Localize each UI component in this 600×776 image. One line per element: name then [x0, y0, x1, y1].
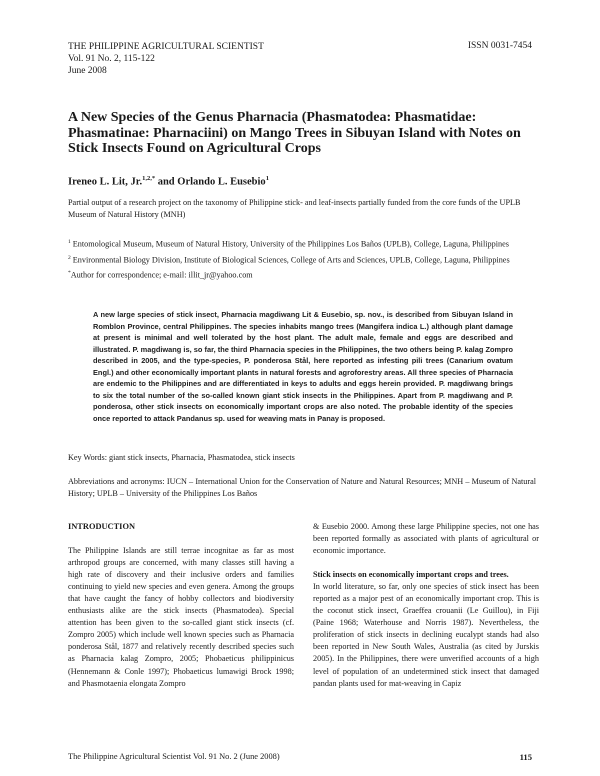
affiliation-2-text: Environmental Biology Division, Institute of Biological Sciences, College of Arts and Sciences, UPLB, College, Laguna, Philippines [70, 255, 510, 265]
correspondence-text: Author for correspondence; e-mail: illit_jr@yahoo.com [70, 271, 253, 281]
correspondence-sup: * [68, 270, 71, 277]
footer-journal: The Philippine Agricultural Scientist Vol. 91 No. 2 (June 2008) [68, 752, 280, 761]
right-column [313, 521, 539, 690]
affiliation-1 [68, 236, 536, 251]
issn: ISSN 0031-7454 [467, 41, 532, 51]
keywords: Key Words: giant stick insects, Pharnacia, Phasmatodea, stick insects [68, 453, 295, 462]
stick-insects-paragraph: In world literature, so far, only one species of stick insect has been reported as a major pest of an economically important crop. This is the coconut stick insect, Graeffea crouanii (Le Guillou), in Fiji (Paine 1968; Waterhouse and Norris 1987). Nevertheless, the proliferation of stick insects in declining eucalypt stands had also been reported in New South Wales, Australia (as cited by Jurskis 2005). In the Philippines, there were unverified accounts of a high level of population of an undetermined stick insect that damaged pandan plants used for mat-weaving in Capiz [313, 582, 539, 688]
affiliation-2 [68, 252, 536, 267]
affiliation-1-sup: 1 [68, 239, 71, 245]
intro-continuation: & Eusebio 2000. Among these large Philippine species, not one has been reported formally as associated with plants of agricultural or economic importance. [313, 522, 539, 556]
journal-name: THE PHILIPPINE AGRICULTURAL SCIENTIST [68, 42, 264, 52]
authors [68, 175, 269, 188]
author-1-affil: 1,2,* [142, 175, 156, 182]
author-1: Ireneo L. Lit, Jr. [68, 176, 143, 188]
author-2: Orlando L. Eusebio [177, 176, 266, 188]
funding-note: Partial output of a research project on the taxonomy of Philippine stick- and leaf-insects partially funded from the core funds of the UPLB Museum of Natural History (MNH) [68, 198, 521, 219]
page-number: 115 [519, 752, 532, 762]
abstract: A new large species of stick insect, Pharnacia magdiwang Lit & Eusebio, sp. nov., is described from Sibuyan Island in Romblon Province, central Philippines. The species inhabits mango trees (Mangifera indica L.) although plant damage at present is minimal and well tolerated by the host plant. The adult male, female and eggs are described and illustrated. P. magdiwang is, so far, the third Pharnacia species in the Philippines, the two others being P. kalag Zompro described in 2005, and the type-species, P. ponderosa Stål, here reported as infesting pili trees (Canarium ovatum Engl.) and other economically important plants in natural forests and agroforestry areas. All three species of Pharnacia are endemic to the Philippines and are differentiated in keys to adults and eggs herein provided. P. magdiwang brings to six the total number of the so-called known giant stick insects in the Philippines. Apart from P. magdiwang and P. ponderosa, other stick insects on economically important crops are also noted. The probable identity of the species once reported to attack Pandanus sp. used for weaving mats in Panay is proposed. [93, 310, 513, 423]
subsection-heading: Stick insects on economically important crops and trees. [313, 570, 509, 580]
affiliation-1-text: Entomological Museum, Museum of Natural History, University of the Philippines Los Baños (UPLB), College, Laguna, Philippines [70, 239, 509, 249]
authors-and: and [155, 176, 178, 188]
volume-info: Vol. 91 No. 2, 115-122 [68, 54, 155, 64]
intro-paragraph: The Philippine Islands are still terrae incognitae as far as most arthropod groups are concerned, with many classes still having a high rate of discovery and their inclusive orders and families continuing to yield new species and even genera. Among the groups that have caught the fancy of hobby collectors and biodiversity enthusiasts alike are the stick insects (Phasmatodea). Special attention has been given to the so-called giant stick insects (cf. Zompro 2005) which include well known species such as Pharnacia ponderosa Stål, 1877 and relatively recently described species such as Pharnacia kalag Zompro, 2005; Phobaeticus philippinicus (Hennemann & Conle 1997); Phobaeticus lumawigi Brock 1998; and Phasmotaenia elongata Zompro [68, 546, 294, 688]
journal-header [68, 41, 264, 77]
affiliations [68, 236, 536, 283]
affiliation-2-sup: 2 [68, 254, 71, 261]
section-heading-introduction: INTRODUCTION [68, 522, 136, 531]
paragraph-gap [313, 557, 539, 569]
author-2-affil: 1 [265, 175, 269, 182]
correspondence [68, 267, 536, 282]
article-title: A New Species of the Genus Pharnacia (Phasmatodea: Phasmatidae: Phasmatinae: Pharnaciini) on Mango Trees in Sibuyan Island with Notes on Stick Insects Found on Agricultural Crops [68, 110, 521, 156]
abbreviations: Abbreviations and acronyms: IUCN – International Union for the Conservation of Nature and Natural Resources; MNH – Museum of Natural History; UPLB – University of the Philippines Los Baños [68, 477, 536, 498]
issue-date: June 2008 [68, 66, 107, 76]
left-column [68, 521, 294, 690]
